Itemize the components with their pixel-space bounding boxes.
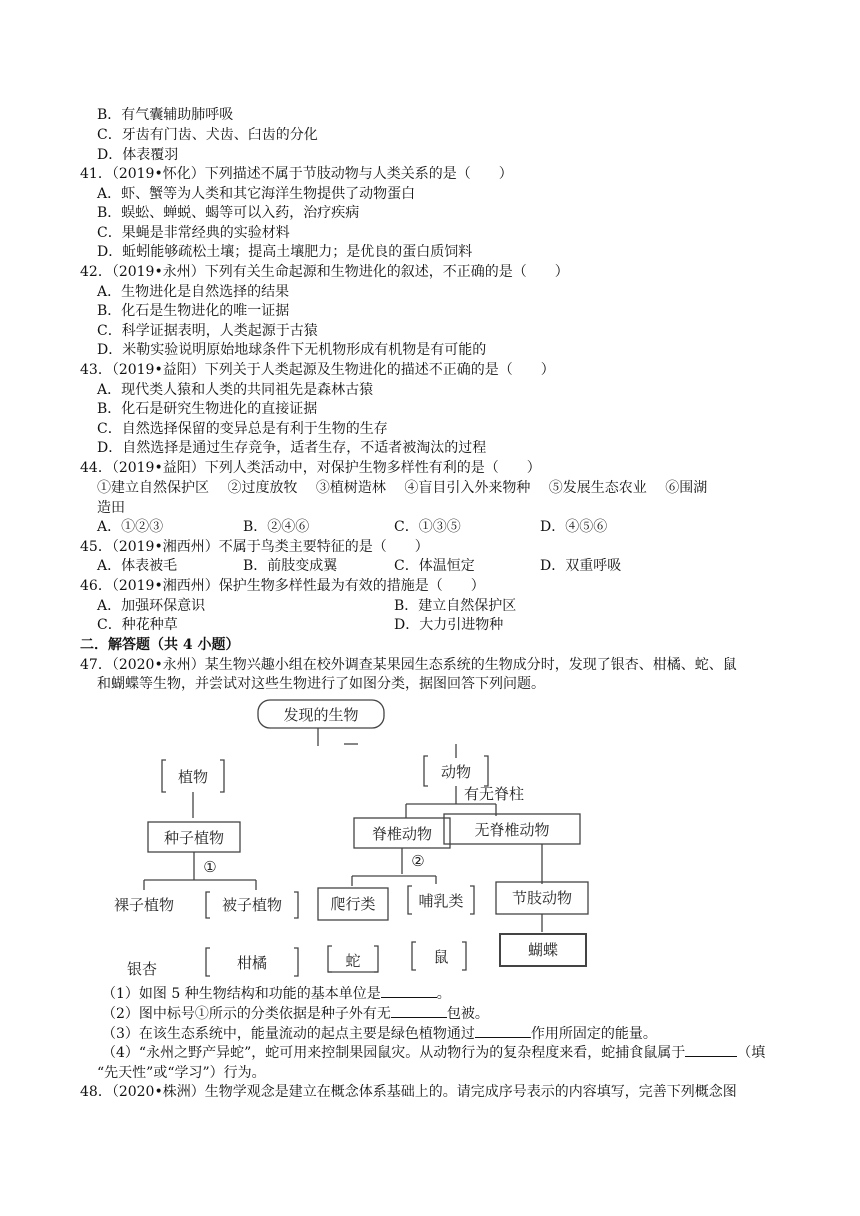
q47-stem-line1: 47．（2020•永州）某生物兴趣小组在校外调查某果园生态系统的生物成分时，发现了银杏、柑橘、蛇、鼠 <box>80 657 737 673</box>
diagram-root: 发现的生物 <box>283 706 359 724</box>
diagram-seed-plants: 种子植物 <box>163 829 225 847</box>
q41-option-a: A．虾、蟹等为人类和其它海洋生物提供了动物蛋白 <box>97 186 416 202</box>
q46-option-a: A．加强环保意识 <box>97 598 206 614</box>
q46-option-d: D．大力引进物种 <box>394 617 504 633</box>
q43-option-d: D．自然选择是通过生存竞争，适者生存，不适者被淘汰的过程 <box>97 440 487 456</box>
q46-option-b: B．建立自然保护区 <box>394 598 517 614</box>
q44-option-b: B．②④⑥ <box>243 519 310 535</box>
diagram-invertebrates: 无脊椎动物 <box>474 821 550 839</box>
diagram-vertebrates: 脊椎动物 <box>371 825 433 843</box>
q44-option-a: A．①②③ <box>97 519 164 535</box>
section-heading: 二．解答题（共 4 小题） <box>80 637 240 653</box>
q40-option-c: C．牙齿有门齿、犬齿、臼齿的分化 <box>97 127 318 143</box>
q43-option-a: A．现代类人猿和人类的共同祖先是森林古猿 <box>97 382 374 398</box>
q42-option-a: A．生物进化是自然选择的结果 <box>97 284 290 300</box>
q42-option-b: B．化石是生物进化的唯一证据 <box>97 303 290 319</box>
q43-stem: 43．（2019•益阳）下列关于人类起源及生物进化的描述不正确的是（ ） <box>80 362 555 378</box>
q47-stem-line2: 和蝴蝶等生物，并尝试对这些生物进行了如图分类，据图回答下列问题。 <box>97 676 545 692</box>
q47-sub2-blank[interactable] <box>391 1017 447 1018</box>
q47-sub4-blank[interactable] <box>685 1056 737 1057</box>
diagram-ginkgo: 银杏 <box>126 960 158 978</box>
q43-option-c: C．自然选择保留的变异总是有利于生物的生存 <box>97 421 388 437</box>
diagram-mark-1: ① <box>203 858 217 876</box>
q47-sub2-text: （2）图中标号①所示的分类依据是种子外有无 <box>102 1006 391 1022</box>
q48-stem: 48．（2020•株洲）生物学观念是建立在概念体系基础上的。请完成序号表示的内容填写，完善下列概念图 <box>80 1084 737 1100</box>
q47-sub3-text: （3）在该生态系统中，能量流动的起点主要是绿色植物通过 <box>102 1026 475 1042</box>
diagram-spine-criterion: 有无脊柱 <box>463 785 525 803</box>
q46-stem: 46．（2019•湘西州）保护生物多样性最为有效的措施是（ ） <box>80 578 485 594</box>
q41-option-c: C．果蝇是非常经典的实验材料 <box>97 225 290 241</box>
q47-sub4-end: （填 <box>737 1045 766 1061</box>
diagram-angiosperms: 被子植物 <box>221 896 283 914</box>
q42-stem: 42．（2019•永州）下列有关生命起源和生物进化的叙述，不正确的是（ ） <box>80 264 569 280</box>
q47-sub2-end: 包被。 <box>446 1006 489 1022</box>
diagram-mammals: 哺乳类 <box>418 892 464 910</box>
q47-sub3 <box>102 1025 657 1043</box>
q47-sub1-blank[interactable] <box>381 997 437 998</box>
q47-sub3-blank[interactable] <box>475 1037 531 1038</box>
q47-sub4 <box>102 1044 765 1062</box>
diagram-mouse: 鼠 <box>433 948 449 966</box>
diagram-gymnosperms: 裸子植物 <box>113 896 175 914</box>
q41-stem: 41．（2019•怀化）下列描述不属于节肢动物与人类关系的是（ ） <box>80 166 513 182</box>
q47-sub1-end: 。 <box>436 986 451 1002</box>
q42-option-c: C．科学证据表明，人类起源于古猿 <box>97 323 318 339</box>
diagram-animals: 动物 <box>440 763 472 781</box>
q44-option-d: D．④⑤⑥ <box>540 519 608 535</box>
q44-stem: 44．（2019•益阳）下列人类活动中，对保护生物多样性有利的是（ ） <box>80 460 541 476</box>
q46-option-c: C．种花种草 <box>97 617 178 633</box>
diagram-reptiles: 爬行类 <box>330 895 376 913</box>
diagram-plants: 植物 <box>177 768 209 786</box>
q47-sub2 <box>102 1005 489 1023</box>
q41-option-d: D．蚯蚓能够疏松土壤；提高土壤肥力；是优良的蛋白质饲料 <box>97 244 473 260</box>
q45-option-b: B．前肢变成翼 <box>243 558 338 574</box>
diagram-citrus: 柑橘 <box>236 954 268 972</box>
diagram-arthropods: 节肢动物 <box>511 889 573 907</box>
q47-sub1 <box>102 985 451 1003</box>
q40-option-b: B．有气囊辅助肺呼吸 <box>97 107 234 123</box>
q44-option-c: C．①③⑤ <box>394 519 461 535</box>
q42-option-d: D．米勒实验说明原始地球条件下无机物形成有机物是有可能的 <box>97 342 487 358</box>
q40-option-d: D．体表覆羽 <box>97 147 179 163</box>
q43-option-b: B．化石是研究生物进化的直接证据 <box>97 401 318 417</box>
q45-option-c: C．体温恒定 <box>394 558 475 574</box>
q47-sub3-end: 作用所固定的能量。 <box>530 1026 657 1042</box>
classification-diagram <box>96 696 606 982</box>
diagram-snake: 蛇 <box>345 952 361 970</box>
q47-sub4-text: （4）“永州之野产异蛇”，蛇可用来控制果园鼠灾。从动物行为的复杂程度来看，蛇捕食鼠属于 <box>102 1045 686 1061</box>
q47-sub4-line2: “先天性”或“学习”）行为。 <box>97 1065 266 1081</box>
diagram-butterfly: 蝴蝶 <box>527 941 559 959</box>
q47-sub1-text: （1）如图 5 种生物结构和功能的基本单位是 <box>102 986 381 1002</box>
q45-stem: 45．（2019•湘西州）不属于鸟类主要特征的是（ ） <box>80 539 429 555</box>
q44-items-line1: ①建立自然保护区 ②过度放牧 ③植树造林 ④盲目引入外来物种 ⑤发展生态农业 ⑥围湖 <box>97 480 708 496</box>
q45-option-d: D．双重呼吸 <box>540 558 622 574</box>
diagram-mark-2: ② <box>411 852 425 870</box>
q45-option-a: A．体表被毛 <box>97 558 178 574</box>
q44-items-line2: 造田 <box>97 500 125 516</box>
q41-option-b: B．蜈蚣、蝉蜕、蝎等可以入药，治疗疾病 <box>97 205 360 221</box>
